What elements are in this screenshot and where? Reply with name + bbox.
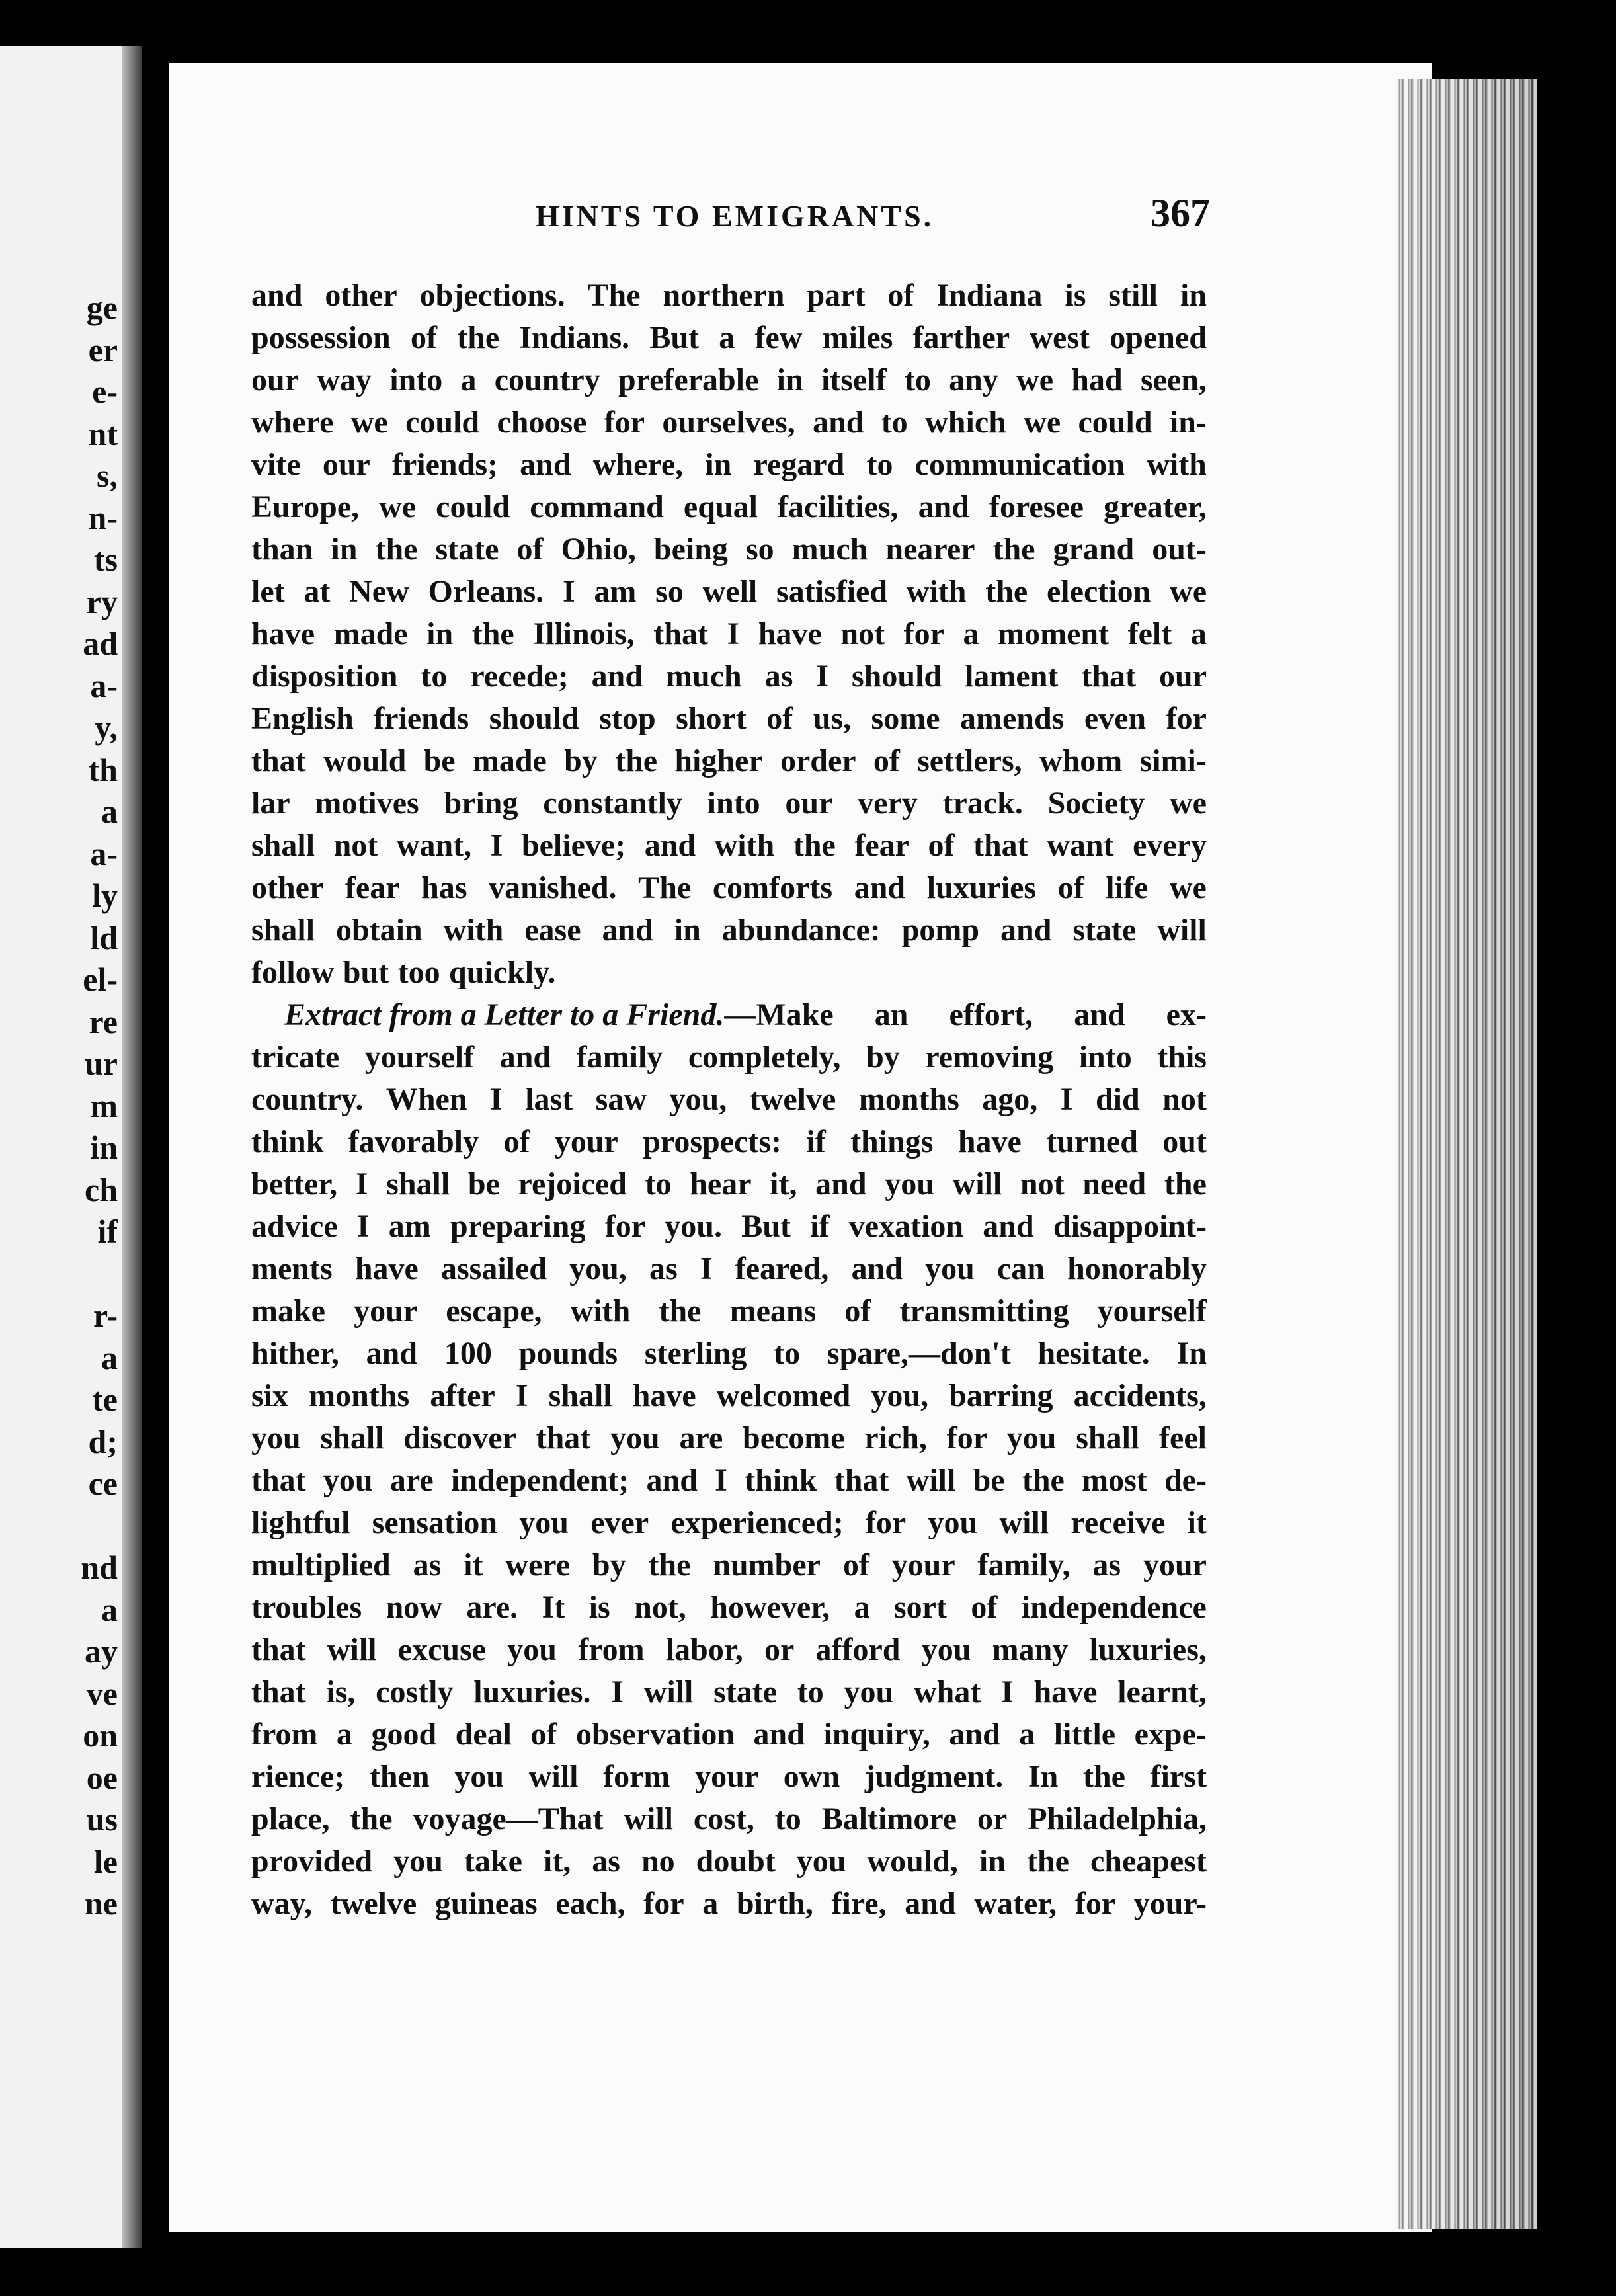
previous-page-line-fragment: e- — [92, 373, 118, 410]
text-line: and other objections. The northern part of Indiana is still in — [251, 278, 1207, 313]
text-line: shall obtain with ease and in abundance: pomp and state will — [251, 913, 1207, 948]
running-header: HINTS TO EMIGRANTS. — [536, 199, 934, 233]
previous-page-line-fragment: el- — [83, 961, 118, 998]
text-line: hither, and 100 pounds sterling to spare,—don't hesitate. In — [251, 1336, 1207, 1371]
text-line: our way into a country preferable in itself to any we had seen, — [251, 362, 1207, 397]
previous-page-line-fragment: ch — [85, 1170, 118, 1208]
previous-page-line-fragment: n- — [88, 499, 118, 536]
text-line: that would be made by the higher order of settlers, whom simi- — [251, 743, 1207, 778]
previous-page-line-fragment: a — [101, 793, 118, 830]
text-line: provided you take it, as no doubt you would, in the cheapest — [251, 1844, 1207, 1879]
previous-page-line-fragment: a- — [90, 667, 118, 704]
text-line: rience; then you will form your own judgment. In the first — [251, 1759, 1207, 1794]
text-line: vite our friends; and where, in regard to communication with — [251, 447, 1207, 482]
previous-page-line-fragment: ur — [85, 1045, 118, 1082]
text-line: place, the voyage—That will cost, to Baltimore or Philadelphia, — [251, 1801, 1207, 1836]
text-line: disposition to recede; and much as I should lament that our — [251, 659, 1207, 694]
text-line: troubles now are. It is not, however, a sort of independence — [251, 1590, 1207, 1625]
previous-page-line-fragment: ad — [83, 625, 118, 662]
previous-page-line-fragment: ay — [85, 1633, 118, 1670]
previous-page-line-fragment: oe — [86, 1758, 118, 1796]
text-line: shall not want, I believe; and with the fear of that want every — [251, 828, 1207, 863]
text-line: make your escape, with the means of transmitting yourself — [251, 1293, 1207, 1329]
previous-page-edge — [0, 46, 132, 2248]
previous-page-line-fragment: us — [86, 1801, 118, 1838]
text-line: Europe, we could command equal facilities, and foresee greater, — [251, 489, 1207, 524]
text-line: that will excuse you from labor, or afford you many luxuries, — [251, 1632, 1207, 1667]
text-line: country. When I last saw you, twelve months ago, I did not — [251, 1082, 1207, 1117]
text-line: follow but too quickly. — [251, 955, 556, 990]
text-line: possession of the Indians. But a few miles farther west opened — [251, 320, 1207, 355]
text-line: ments have assailed you, as I feared, and you can honorably — [251, 1251, 1207, 1286]
previous-page-line-fragment: er — [88, 331, 118, 368]
text-line: lightful sensation you ever experienced; for you will receive it — [251, 1505, 1207, 1540]
previous-page-line-fragment: le — [93, 1842, 118, 1880]
previous-page-line-fragment: ge — [86, 289, 118, 326]
body-text — [251, 274, 1207, 1925]
text-line: lar motives bring constantly into our very track. Society we — [251, 786, 1207, 821]
text-line: you shall discover that you are become rich, for you shall feel — [251, 1420, 1207, 1456]
previous-page-line-fragment: y, — [95, 709, 118, 746]
page-number: 367 — [1151, 191, 1210, 235]
previous-page-line-fragment: ne — [85, 1885, 118, 1922]
text-line: Extract from a Letter to a Friend.—Make an effort, and ex- — [251, 994, 1207, 1036]
previous-page-line-fragment: s, — [97, 457, 118, 494]
previous-page-line-fragment: on — [83, 1717, 118, 1754]
text-line: six months after I shall have welcomed you, barring accidents, — [251, 1378, 1207, 1413]
text-line: other fear has vanished. The comforts and luxuries of life we — [251, 870, 1207, 905]
previous-page-line-fragment: ly — [92, 877, 118, 914]
previous-page-line-fragment: ce — [88, 1465, 118, 1502]
previous-page-line-fragment: a — [101, 1338, 118, 1376]
text-line: that you are independent; and I think that will be the most de- — [251, 1463, 1207, 1498]
text-line: advice I am preparing for you. But if vexation and disappoint- — [251, 1209, 1207, 1244]
text-line: English friends should stop short of us, some amends even for — [251, 701, 1207, 736]
page-block-edges — [1395, 79, 1537, 2229]
previous-page-line-fragment: ld — [90, 919, 118, 956]
previous-page-line-fragment: a — [101, 1590, 118, 1628]
previous-page-line-fragment: d; — [88, 1422, 118, 1460]
previous-page-line-fragment: th — [88, 751, 118, 788]
text-line: where we could choose for ourselves, and to which we could in- — [251, 405, 1207, 440]
italic-phrase: Extract from a Letter to a Friend. — [284, 997, 725, 1032]
previous-page-line-fragment: ry — [86, 583, 118, 620]
book-gutter — [122, 46, 142, 2248]
text-line: have made in the Illinois, that I have not for a moment felt a — [251, 616, 1207, 651]
previous-page-line-fragment: a- — [90, 835, 118, 872]
previous-page-line-fragment: m — [90, 1086, 118, 1124]
previous-page-line-fragment: ve — [86, 1674, 118, 1712]
previous-page-line-fragment: ts — [93, 541, 118, 578]
text-line: that is, costly luxuries. I will state to you what I have learnt, — [251, 1674, 1207, 1709]
previous-page-line-fragment: nd — [81, 1549, 118, 1586]
text-line: from a good deal of observation and inquiry, and a little expe- — [251, 1717, 1207, 1752]
text-line: multiplied as it were by the number of your family, as your — [251, 1547, 1207, 1582]
text-line: better, I shall be rejoiced to hear it, and you will not need the — [251, 1167, 1207, 1202]
previous-page-line-fragment: in — [90, 1129, 118, 1166]
text-line: let at New Orleans. I am so well satisfied with the election we — [251, 574, 1207, 609]
text-line: think favorably of your prospects: if things have turned out — [251, 1124, 1207, 1159]
previous-page-line-fragment: te — [92, 1381, 118, 1418]
text-line: tricate yourself and family completely, by removing into this — [251, 1040, 1207, 1075]
previous-page-line-fragment: nt — [88, 415, 118, 452]
previous-page-line-fragment: r- — [93, 1297, 118, 1334]
previous-page-line-fragment: if — [97, 1213, 118, 1250]
text-line: than in the state of Ohio, being so much nearer the grand out- — [251, 532, 1207, 567]
previous-page-line-fragment: re — [89, 1003, 118, 1040]
text-line: way, twelve guineas each, for a birth, fire, and water, for your- — [251, 1886, 1207, 1921]
